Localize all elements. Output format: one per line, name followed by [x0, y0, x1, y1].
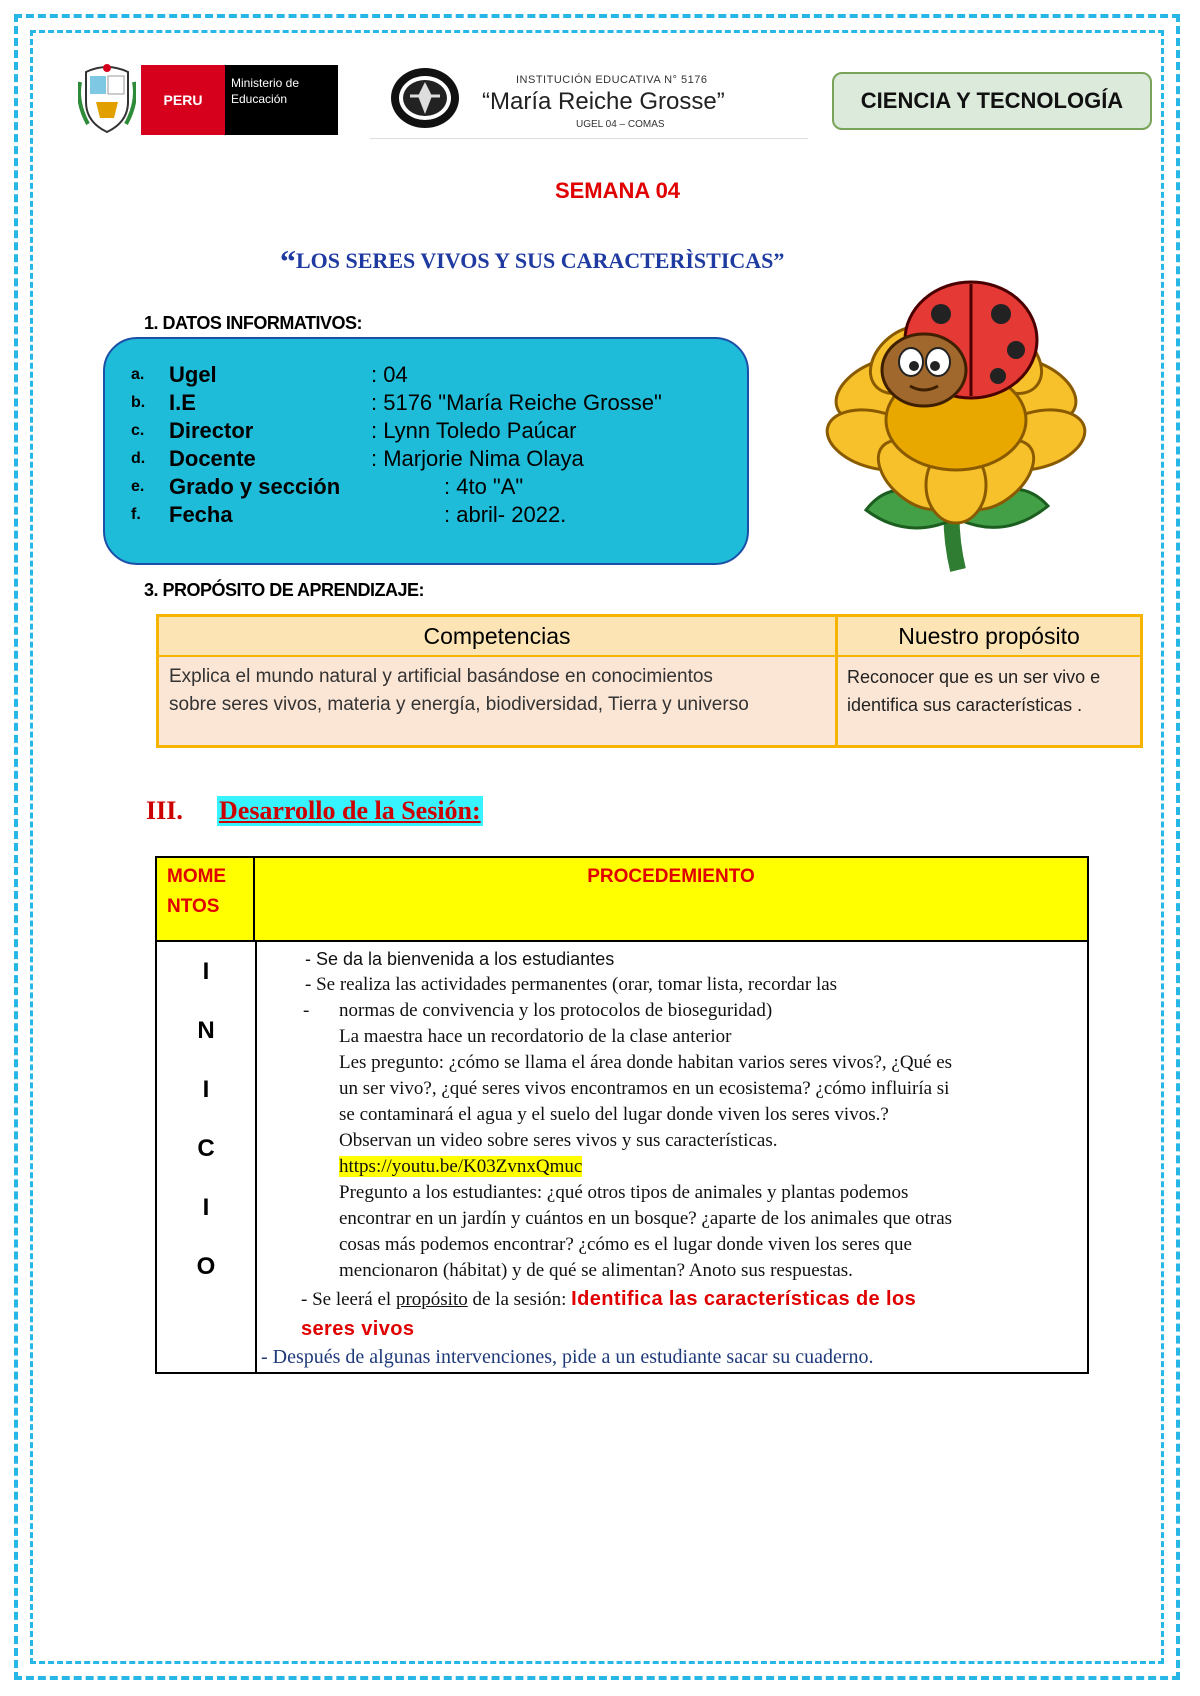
datos-label: Ugel [169, 362, 217, 387]
school-ugel: UGEL 04 – COMAS [576, 119, 665, 130]
moment-letter: C [197, 1135, 215, 1162]
competencia-line-2: sobre seres vivos, materia y energía, biodiversidad, Tierra y universo [169, 694, 749, 715]
week-label: SEMANA 04 [554, 178, 681, 203]
school-header-line: INSTITUCIÓN EDUCATIVA N° 5176 [516, 74, 708, 86]
procedure-line: mencionaron (hábitat) y de qué se alimentan? Anoto sus respuestas. [339, 1260, 853, 1281]
datos-label: Fecha [169, 502, 233, 527]
proposito-line-2: identifica sus características . [847, 695, 1083, 715]
datos-label: Director [169, 418, 254, 443]
session-title [280, 243, 784, 280]
procedure-line: cosas más podemos encontrar? ¿cómo es el lugar donde viven los seres que [339, 1234, 912, 1255]
purpose-suffix: de la sesión: [467, 1289, 572, 1310]
procedure-line: Les pregunto: ¿cómo se llama el área donde habitan varios seres vivos?, ¿Qué es [339, 1052, 953, 1073]
moment-letter: I [202, 958, 210, 985]
proposito-line-1: Reconocer que es un ser vivo e [847, 667, 1101, 687]
procedure-line: - Se realiza las actividades permanentes (orar, tomar lista, recordar las [305, 974, 838, 995]
proposito-table [156, 614, 1143, 748]
proposito-text [847, 663, 1139, 719]
ministry-line-2: Educación [231, 92, 288, 106]
purpose-highlight: Identifica las características de los [571, 1288, 917, 1310]
competencia-line-1: Explica el mundo natural y artificial basándose en conocimientos [169, 666, 713, 687]
purpose-line [301, 1286, 916, 1313]
video-link-line [339, 1154, 582, 1180]
datos-letter: b. [131, 394, 146, 411]
moment-letter: I [202, 1194, 210, 1221]
procedure-line: Observan un video sobre seres vivos y sus características. [339, 1130, 778, 1151]
procedure-line: Pregunto a los estudiantes: ¿qué otros tipos de animales y plantas podemos [339, 1182, 909, 1203]
datos-value: : abril- 2022. [444, 502, 567, 527]
title-text: LOS SERES VIVOS Y SUS CARACTERÌSTICAS” [296, 248, 785, 273]
school-emblem-icon [390, 66, 460, 130]
datos-label: Grado y sección [169, 474, 341, 499]
datos-letter: e. [131, 478, 145, 495]
datos-label: I.E [169, 390, 196, 415]
momentos-table [155, 856, 1089, 1374]
ministry-line-1: Ministerio de [231, 76, 300, 90]
procedure-line: se contaminará el agua y el suelo del lugar donde viven los seres vivos.? [339, 1104, 889, 1125]
section-title: Desarrollo de la Sesión: [219, 796, 481, 825]
nuestro-proposito-header: Nuestro propósito [838, 617, 1140, 657]
video-link[interactable]: https://youtu.be/K03ZvnxQmuc [339, 1156, 583, 1177]
peru-label: PERU [141, 65, 225, 135]
momentos-header-line-2: NTOS [167, 896, 220, 917]
momentos-header-line-1: MOME [167, 866, 227, 887]
area-badge: CIENCIA Y TECNOLOGÍA [832, 72, 1152, 130]
datos-letter: d. [131, 450, 146, 467]
moment-letter: N [197, 1017, 215, 1044]
datos-value: : 04 [371, 362, 408, 387]
procedure-line: - Se da la bienvenida a los estudiantes [305, 949, 615, 969]
purpose-highlight-continued: seres vivos [301, 1318, 415, 1340]
peru-coat-of-arms-icon [78, 62, 136, 134]
datos-value: : Marjorie Nima Olaya [371, 446, 584, 471]
datos-letter: c. [131, 422, 145, 439]
proposito-heading: 3. PROPÓSITO DE APRENDIZAJE: [144, 580, 425, 600]
procedure-dash: - [303, 1000, 310, 1021]
procedure-line: La maestra hace un recordatorio de la clase anterior [339, 1026, 732, 1047]
moment-letter: I [202, 1076, 210, 1103]
datos-label: Docente [169, 446, 256, 471]
datos-heading: 1. DATOS INFORMATIVOS: [144, 313, 363, 333]
datos-letter: a. [131, 366, 145, 383]
procedure-line: encontrar en un jardín y cuántos en un bosque? ¿aparte de los animales que otras [339, 1208, 953, 1229]
procedure-line: normas de convivencia y los protocolos de bioseguridad) [339, 1000, 773, 1021]
datos-value: : 4to "A" [444, 474, 524, 499]
title-open-quote: “ [280, 243, 296, 279]
purpose-word: propósito [395, 1289, 468, 1310]
school-name: “María Reiche Grosse” [482, 88, 725, 115]
momentos-header [157, 858, 255, 942]
section-number: III. [146, 796, 183, 825]
procedimiento-header: PROCEDEMIENTO [255, 858, 1087, 942]
datos-value: : Lynn Toledo Paúcar [371, 418, 577, 443]
procedimiento-body [257, 942, 1087, 1372]
procedure-line: un ser vivo?, ¿qué seres vivos encontramos en un ecosistema? ¿cómo influiría si [339, 1078, 950, 1099]
datos-letter: f. [131, 506, 141, 523]
datos-value: : 5176 "María Reiche Grosse" [371, 390, 662, 415]
ministry-label [225, 65, 338, 135]
school-logo [370, 62, 808, 139]
competencias-header: Competencias [159, 617, 835, 657]
ladybug-flower-illustration [786, 270, 1126, 575]
moment-letter: O [196, 1253, 216, 1280]
datos-box [103, 337, 749, 565]
procedure-line-final: - Después de algunas intervenciones, pide a un estudiante sacar su cuaderno. [261, 1346, 874, 1368]
column-divider [835, 617, 838, 745]
competencia-text [169, 663, 829, 719]
purpose-prefix: - Se leerá el [301, 1289, 396, 1310]
